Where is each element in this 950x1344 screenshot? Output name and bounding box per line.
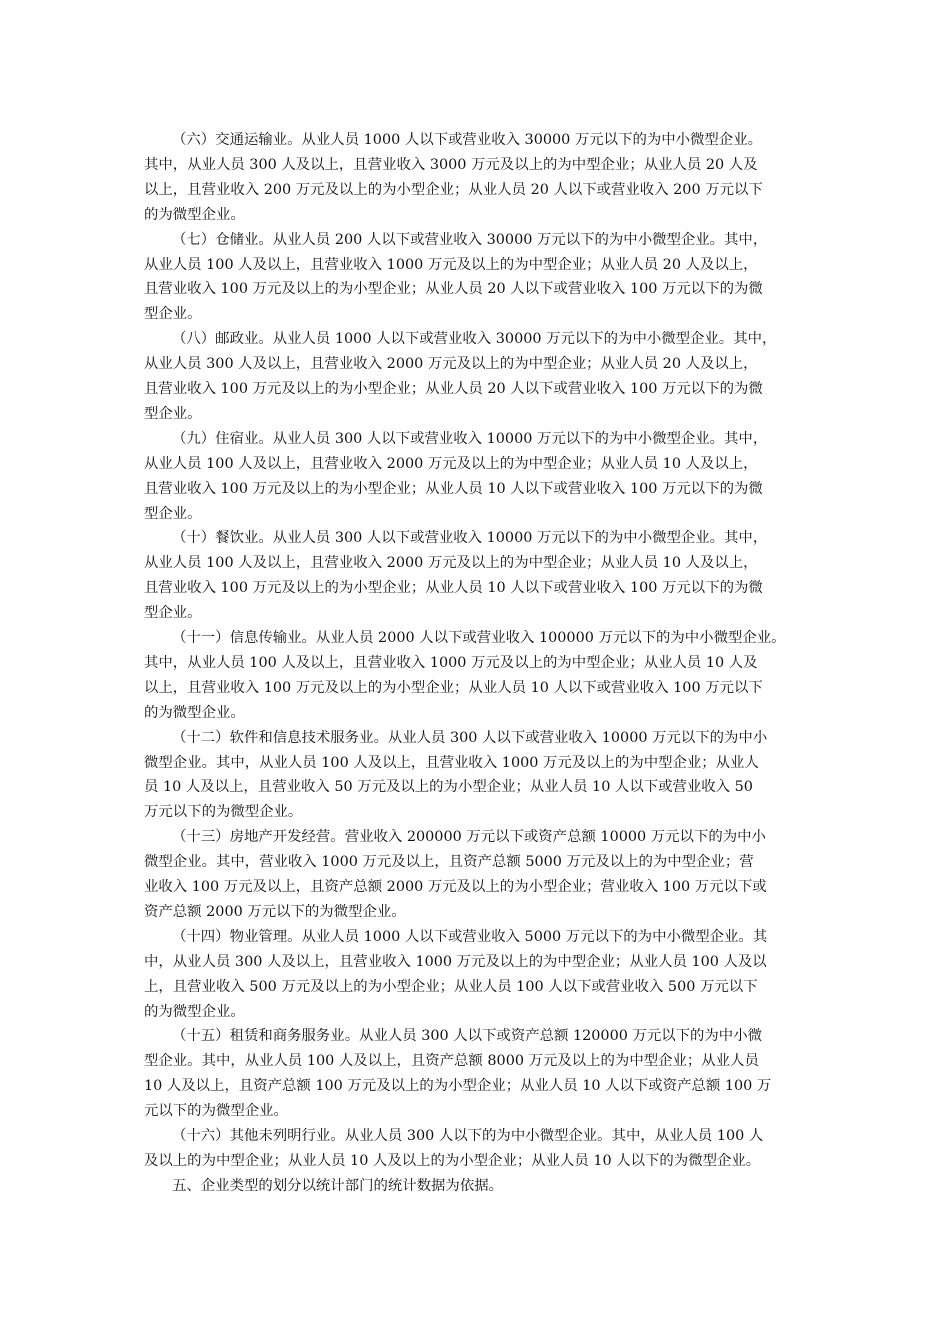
text-line: 型企业。其中，从业人员 100 人及以上，且资产总额 8000 万元及以上的为中型企业；从业人员 <box>144 1053 759 1070</box>
text-line: 型企业。 <box>144 505 202 522</box>
text-line: 中，从业人员 300 人及以上，且营业收入 1000 万元及以上的为中型企业；从业人员 100 人及以 <box>144 953 767 970</box>
text-line: 从业人员 100 人及以上，且营业收入 2000 万元及以上的为中型企业；从业人员 10 人及以上， <box>144 455 758 472</box>
text-line: 型企业。 <box>144 605 202 622</box>
text-line: 上，且营业收入 500 万元及以上的为小型企业；从业人员 100 人以下或营业收入 500 万元以下 <box>144 978 758 995</box>
text-line: 的为微型企业。 <box>144 704 245 721</box>
text-line: 从业人员 100 人及以上，且营业收入 1000 万元及以上的为中型企业；从业人员 20 人及以上， <box>144 256 758 273</box>
text-line: （十五）租赁和商务服务业。从业人员 300 人以下或资产总额 120000 万元以下的为中小微 <box>172 1028 762 1045</box>
text-line: 的为微型企业。 <box>144 1003 245 1020</box>
text-line: 元以下的为微型企业。 <box>144 1103 288 1120</box>
text-line: 万元以下的为微型企业。 <box>144 804 303 821</box>
text-line: 从业人员 300 人及以上，且营业收入 2000 万元及以上的为中型企业；从业人员 20 人及以上， <box>144 356 758 373</box>
text-line: （八）邮政业。从业人员 1000 人以下或营业收入 30000 万元以下的为中小微型企业。其中， <box>172 331 777 348</box>
text-line: 及以上的为中型企业；从业人员 10 人及以上的为小型企业；从业人员 10 人以下的为微型企业。 <box>144 1152 761 1169</box>
text-line: 型企业。 <box>144 405 202 422</box>
text-line: 其中，从业人员 300 人及以上，且营业收入 3000 万元及以上的为中型企业；从业人员 20 人及 <box>144 156 758 173</box>
text-line: 员 10 人及以上，且营业收入 50 万元及以上的为小型企业；从业人员 10 人以下或营业收入 50 <box>144 779 753 796</box>
text-line: 从业人员 100 人及以上，且营业收入 2000 万元及以上的为中型企业；从业人员 10 人及以上， <box>144 555 758 572</box>
text-line: 其中，从业人员 100 人及以上，且营业收入 1000 万元及以上的为中型企业；从业人员 10 人及 <box>144 654 758 671</box>
text-line: （十一）信息传输业。从业人员 2000 人以下或营业收入 100000 万元以下的为中小微型企业。 <box>172 630 786 646</box>
text-line: （十六）其他未列明行业。从业人员 300 人以下的为中小微型企业。其中，从业人员 100 人 <box>172 1128 764 1144</box>
text-line: （十二）软件和信息技术服务业。从业人员 300 人以下或营业收入 10000 万元以下的为中小 <box>172 729 768 746</box>
text-line: 微型企业。其中，营业收入 1000 万元及以上，且资产总额 5000 万元及以上的为中型企业；营 <box>144 854 754 871</box>
text-line: （七）仓储业。从业人员 200 人以下或营业收入 30000 万元以下的为中小微型企业。其中， <box>172 231 768 248</box>
text-line: 且营业收入 100 万元及以上的为小型企业；从业人员 20 人以下或营业收入 100 万元以下的为微 <box>144 281 763 298</box>
text-line: （六）交通运输业。从业人员 1000 人以下或营业收入 30000 万元以下的为中小微型企业。 <box>172 132 762 148</box>
text-line: （十三）房地产开发经营。营业收入 200000 万元以下或资产总额 10000 万元以下的为中小 <box>172 829 766 846</box>
text-line: 以上，且营业收入 200 万元及以上的为小型企业；从业人员 20 人以下或营业收入 200 万元以下 <box>144 181 763 198</box>
text-line: 且营业收入 100 万元及以上的为小型企业；从业人员 10 人以下或营业收入 100 万元以下的为微 <box>144 480 763 497</box>
text-line: （九）住宿业。从业人员 300 人以下或营业收入 10000 万元以下的为中小微型企业。其中， <box>172 430 768 447</box>
text-line: 的为微型企业。 <box>144 206 245 223</box>
text-line: 且营业收入 100 万元及以上的为小型企业；从业人员 20 人以下或营业收入 100 万元以下的为微 <box>144 381 763 397</box>
text-line: （十）餐饮业。从业人员 300 人以下或营业收入 10000 万元以下的为中小微型企业。其中， <box>172 530 768 547</box>
text-line: 业收入 100 万元及以上，且资产总额 2000 万元及以上的为小型企业；营业收入 100 万元以下或 <box>144 879 767 895</box>
text-line: 资产总额 2000 万元以下的为微型企业。 <box>144 903 406 920</box>
text-line: 以上，且营业收入 100 万元及以上的为小型企业；从业人员 10 人以下或营业收入 100 万元以下 <box>144 679 763 696</box>
text-line: （十四）物业管理。从业人员 1000 人以下或营业收入 5000 万元以下的为中小微型企业。其 <box>172 928 768 945</box>
text-line: 微型企业。其中，从业人员 100 人及以上，且营业收入 1000 万元及以上的为中型企业；从业人 <box>144 754 759 771</box>
text-line: 五、企业类型的划分以统计部门的统计数据为依据。 <box>172 1177 503 1194</box>
text-line: 且营业收入 100 万元及以上的为小型企业；从业人员 10 人以下或营业收入 100 万元以下的为微 <box>144 580 763 597</box>
text-line: 10 人及以上，且资产总额 100 万元及以上的为小型企业；从业人员 10 人以下或资产总额 100 万 <box>144 1078 772 1095</box>
text-line: 型企业。 <box>144 306 202 323</box>
